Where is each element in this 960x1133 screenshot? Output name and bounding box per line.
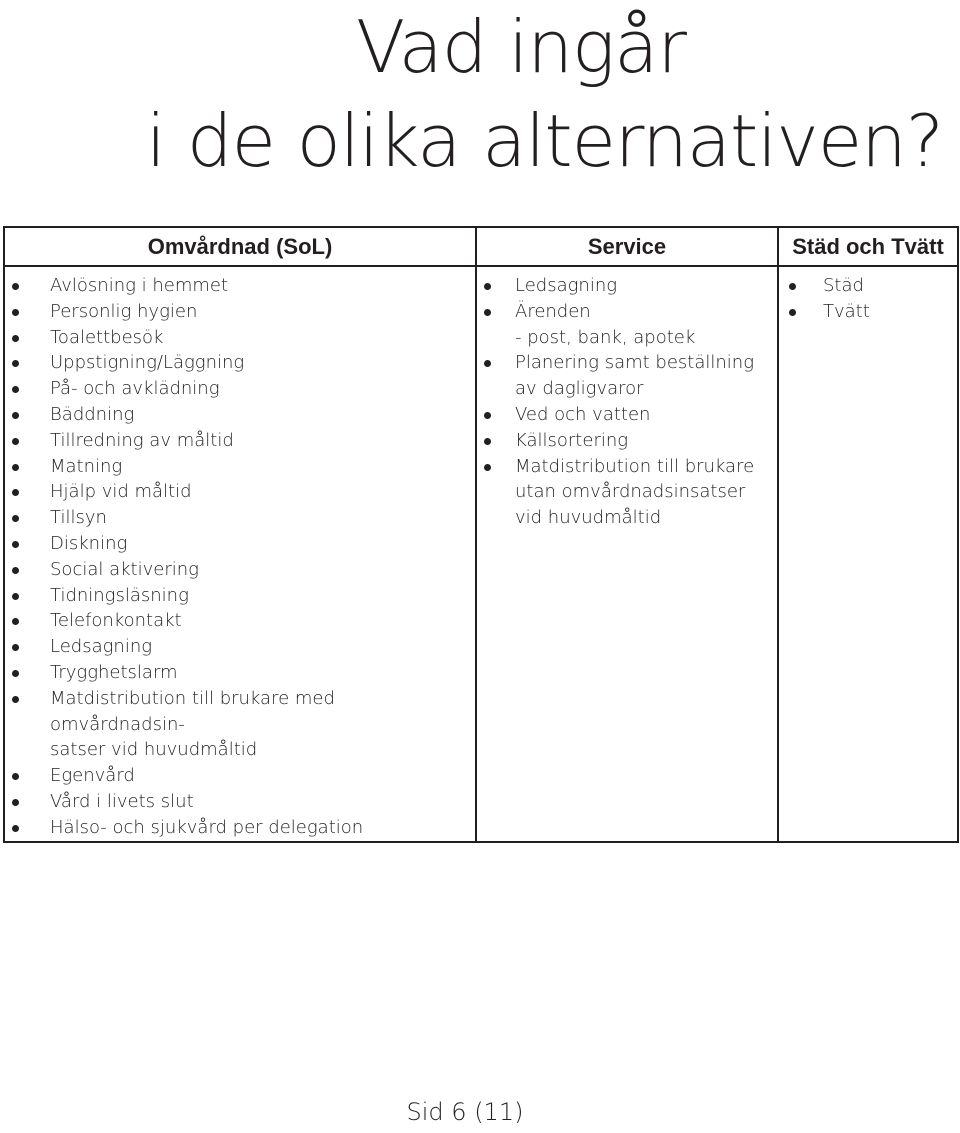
list-item-sub: - post, bank, apotek [515,326,696,348]
service-list [477,273,777,531]
page-title-line-2: i de olika alternativen? [146,99,944,183]
list-item: Ledsagning [477,273,777,299]
list-item: Trygghetslarm [5,660,475,686]
header-omvardnad: Omvårdnad (SoL) [4,227,476,266]
list-item: Matdistribution till brukare utan omvårdnadsinsatser vid huvudmåltid [477,454,777,531]
page-title [0,0,960,188]
omvardnad-list [5,273,475,841]
stad-och-tvatt-list [779,273,957,325]
list-item: Tvätt [779,299,957,325]
header-service: Service [476,227,778,266]
list-item: Ved och vatten [477,402,777,428]
table-body-row [4,266,958,842]
list-item: Toalettbesök [5,325,475,351]
list-item: Social aktivering [5,557,475,583]
list-item: Städ [779,273,957,299]
list-item: Hjälp vid måltid [5,479,475,505]
page-title-line-1: Vad ingår [356,5,686,89]
service-cell [476,266,778,842]
list-item: Egenvård [5,763,475,789]
list-item: Tillsyn [5,505,475,531]
list-item: Bäddning [5,402,475,428]
header-stad-och-tvatt: Städ och Tvätt [778,227,958,266]
list-item: Hälso- och sjukvård per delegation [5,815,475,841]
list-item: Avlösning i hemmet [5,273,475,299]
page-number: Sid 6 (11) [406,1098,524,1126]
stad-och-tvatt-cell [778,266,958,842]
list-item: Diskning [5,531,475,557]
list-item: Ärenden [477,299,777,325]
list-item: Matning [5,454,475,480]
list-item: Vård i livets slut [5,789,475,815]
omvardnad-cell [4,266,476,842]
list-item: Planering samt beställning av dagligvaror [477,350,777,402]
list-item: På- och avklädning [5,376,475,402]
list-item: Uppstigning/Läggning [5,350,475,376]
list-item: Telefonkontakt [5,608,475,634]
list-item: Tidningsläsning [5,583,475,609]
list-item: Tillredning av måltid [5,428,475,454]
list-item: Ledsagning [5,634,475,660]
list-item: Matdistribution till brukare med omvårdnadsin- satser vid huvudmåltid [5,686,475,763]
table-header-row [4,227,958,266]
list-item: Källsortering [477,428,777,454]
services-table [3,226,959,843]
list-item: Personlig hygien [5,299,475,325]
